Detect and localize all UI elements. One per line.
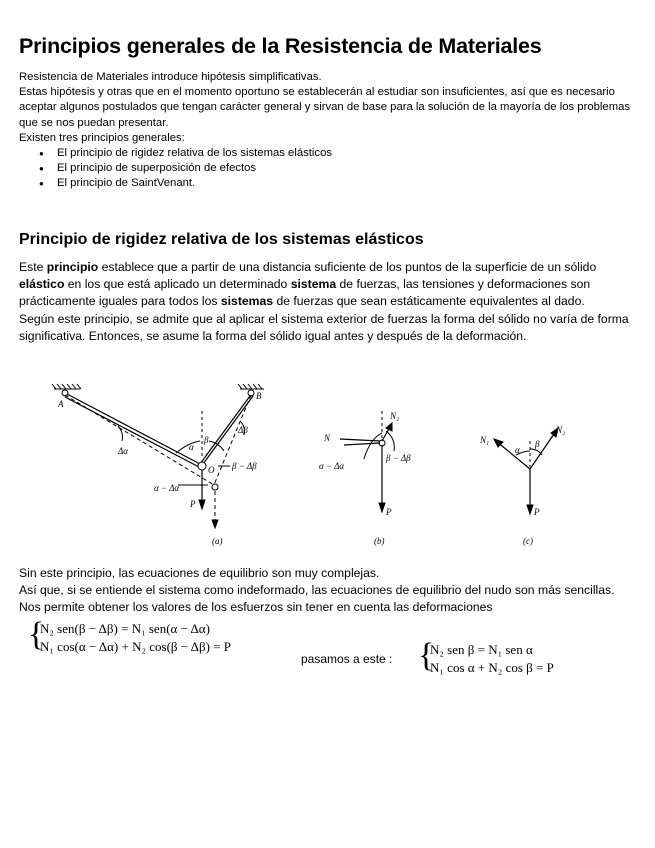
label-beta-c: β bbox=[535, 439, 540, 449]
label-n1: N₁ bbox=[480, 435, 490, 445]
section-heading: Principio de rigidez relativa de los sistemas elásticos bbox=[19, 231, 424, 248]
equation-system-undeformed: { N₂ sen β = N₁ sen α N₁ cos α + N₂ cos β = P bbox=[418, 637, 554, 675]
intro-paragraph-2: Estas hipótesis y otras que en el momento oportuno se establecerán al estudiar son insuficientes, así que es necesario aceptar algunos postulados que tengan carácter general y sirvan de base para la solución de la mayoría de los problemas que se nos puedan presentar. bbox=[19, 86, 631, 129]
equation-line: N₁ cos(α − Δα) + N₂ cos(β − Δβ) = P bbox=[40, 639, 232, 654]
equation-line: N₁ cos α + N₂ cos β = P bbox=[430, 660, 554, 675]
figure-panel-a bbox=[52, 384, 264, 528]
bottom-paragraph-2: Así que, si se entiende el sistema como indeformado, las ecuaciones de equilibrio del nudo son más sencillas. Nos permite obtener los valores de los esfuerzos sin tener en cuenta las deformaciones bbox=[19, 583, 615, 614]
label-p-b: P bbox=[386, 507, 392, 517]
truss-figure bbox=[48, 381, 608, 551]
label-beta-minus: β − Δβ bbox=[232, 461, 257, 471]
caption-b: (b) bbox=[374, 536, 385, 546]
label-beta: β bbox=[204, 435, 209, 445]
label-a: A bbox=[58, 399, 64, 409]
label-dalpha: Δα bbox=[118, 446, 129, 456]
label-dbeta: Δβ bbox=[238, 425, 248, 435]
label-p: P bbox=[190, 499, 196, 509]
label-b: B bbox=[256, 391, 262, 401]
section-paragraph-2: Según este principio, se admite que al aplicar el sistema exterior de fuerzas la forma del sólido no varía de forma significativa. Entonces, se asume la forma del sólido igual antes y después de la deformación. bbox=[19, 311, 629, 343]
bottom-paragraph-1: Sin este principio, las ecuaciones de equilibrio son muy complejas. bbox=[19, 566, 380, 580]
label-alpha-c: α bbox=[515, 445, 520, 455]
label-alpha-minus-b: α − Δα bbox=[319, 461, 345, 471]
label-alpha-minus: α − Δα bbox=[154, 483, 180, 493]
list-item: ● El principio de rigidez relativa de los sistemas elásticos bbox=[57, 146, 639, 161]
equation-line: N₂ sen β = N₁ sen α bbox=[430, 642, 533, 657]
label-n2-c: N₂ bbox=[556, 425, 566, 435]
principles-list bbox=[19, 146, 639, 192]
caption-c: (c) bbox=[523, 536, 533, 546]
page-title: Principios generales de la Resistencia de Materiales bbox=[19, 34, 542, 58]
intro-paragraph-1: Resistencia de Materiales introduce hipótesis simplificativas. bbox=[19, 71, 322, 83]
bottom-text bbox=[19, 565, 634, 616]
label-n2: N₂ bbox=[390, 411, 400, 421]
label-beta-minus-b: β − Δβ bbox=[386, 453, 411, 463]
section-paragraph-1: Este principio establece que a partir de una distancia suficiente de los puntos de la superficie de un sólido elástico en los que está aplicado un determinado sistema de fuerzas, las tensiones y deformaciones son prácticamente iguales para todos los sistemas de fuerzas que sean estáticamente equivalentes al dado. bbox=[19, 260, 597, 309]
pasamos-text: pasamos a este : bbox=[301, 652, 393, 666]
figure-panel-c bbox=[494, 428, 558, 514]
intro-paragraph-3: Existen tres principios generales: bbox=[19, 131, 185, 144]
equation-system-deformed: { N₂ sen(β − Δβ) = N₁ sen(α − Δα) N₁ cos(α − Δα) + N₂ cos(β − Δβ) = P bbox=[28, 616, 232, 654]
list-item: ● El principio de SaintVenant. bbox=[57, 176, 639, 191]
intro-section bbox=[19, 70, 639, 192]
label-n: N bbox=[324, 433, 331, 443]
label-o: O bbox=[208, 465, 215, 475]
label-p-c: P bbox=[534, 507, 540, 517]
label-alpha: α bbox=[189, 442, 194, 452]
list-item: ● El principio de superposición de efectos bbox=[57, 161, 639, 176]
equation-line: N₂ sen(β − Δβ) = N₁ sen(α − Δα) bbox=[40, 621, 210, 636]
section-body bbox=[19, 259, 634, 345]
caption-a: (a) bbox=[212, 536, 223, 546]
